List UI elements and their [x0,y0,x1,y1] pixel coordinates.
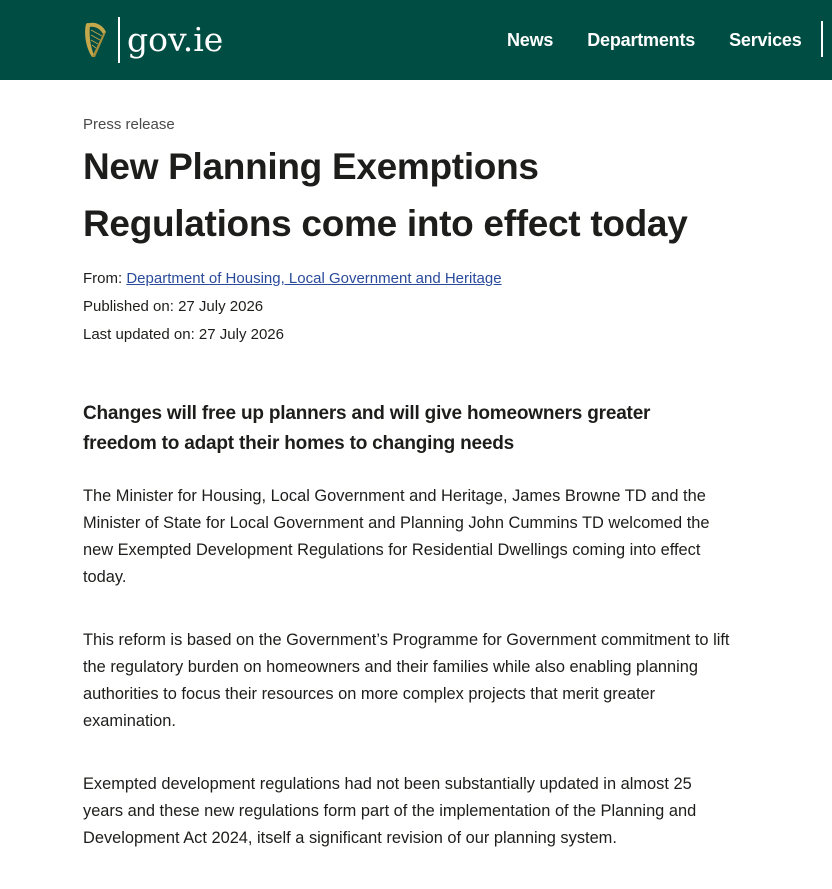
article-paragraph: This reform is based on the Government’s Programme for Government commitment to lift the regulatory burden on homeowners and their families while also enabling planning authorities to focus their resources on more complex projects that merit greater examination. [83,631,730,730]
article-lede: Changes will free up planners and will give homeowners greater freedom to adapt their homes to changing needs [83,403,651,454]
gov-ie-logo[interactable] [82,16,223,64]
department-link[interactable]: Department of Housing, Local Government and Heritage [126,270,502,287]
nav-news[interactable]: News [507,29,554,50]
published-date: Published on: 27 July 2026 [83,298,264,315]
last-updated-date: Last updated on: 27 July 2026 [83,326,284,343]
main-nav [490,0,819,80]
meta-from [83,270,502,287]
article-paragraph: The Minister for Housing, Local Government and Heritage, James Browne TD and the Minister of State for Local Government and Planning John Cummins TD welcomed the new Exempted Development Regulations for Residential Dwellings coming into effect today. [83,487,710,586]
nav-services[interactable]: Services [729,29,802,50]
content-type-label: Press release [83,116,175,133]
site-header [0,0,832,80]
logo-text: gov.ie [127,20,224,59]
page-title: New Planning Exemptions Regulations come into effect today [83,146,688,244]
nav-divider [821,21,823,57]
harp-icon [82,20,108,60]
logo-divider [118,17,120,63]
article-paragraph: Exempted development regulations had not been substantially updated in almost 25 years and these new regulations form part of the implementation of the Planning and Development Act 2024, itself a significant revision of our planning system. [83,775,697,847]
nav-departments[interactable]: Departments [587,29,696,50]
from-label: From: [83,270,123,287]
